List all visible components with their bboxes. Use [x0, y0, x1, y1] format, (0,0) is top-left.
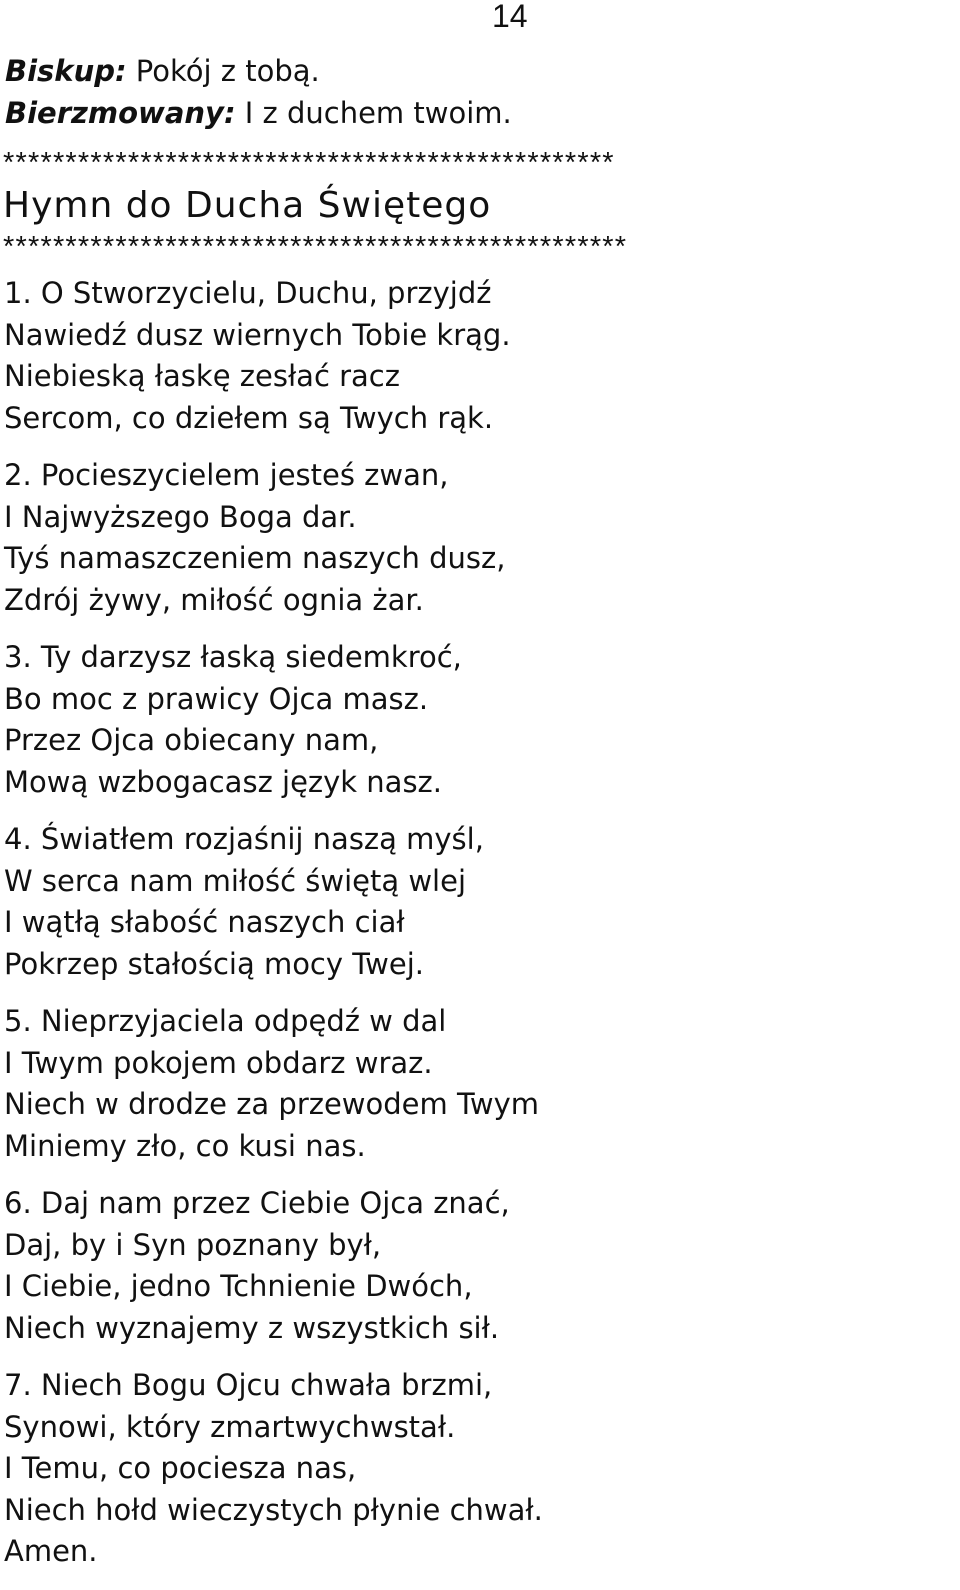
- stanza-line: I Ciebie, jedno Tchnienie Dwóch,: [4, 1269, 473, 1303]
- separator-top: *************************************************: [3, 147, 615, 179]
- stanza-line: 6. Daj nam przez Ciebie Ojca znać,: [4, 1186, 510, 1220]
- stanza-line: Przez Ojca obiecany nam,: [4, 723, 379, 757]
- stanza-line: W serca nam miłość świętą wlej: [4, 863, 467, 898]
- stanza-5: [4, 1001, 543, 1167]
- stanza-line: Tyś namaszczeniem naszych dusz,: [4, 541, 506, 575]
- stanza-line: 2. Pocieszycielem jesteś zwan,: [4, 458, 449, 492]
- stanza-7: [4, 1365, 543, 1531]
- stanza-line: 3. Ty darzysz łaską siedemkroć,: [4, 640, 462, 674]
- page-number: 14: [492, 0, 528, 34]
- stanza-line: 7. Niech Bogu Ojcu chwała brzmi,: [4, 1368, 493, 1402]
- stanza-line: 1. O Stworzycielu, Duchu, przyjdź: [4, 276, 492, 310]
- stanza-line: Mową wzbogacasz język nasz.: [4, 764, 443, 799]
- dialogue-line-confirmand: [5, 92, 512, 134]
- dialogue-text-confirmand: I z duchem twoim.: [235, 96, 512, 130]
- hymn-title: Hymn do Ducha Świętego: [3, 185, 492, 226]
- dialogue-text-bishop: Pokój z tobą.: [126, 54, 320, 88]
- stanza-line: 4. Światłem rozjaśnij naszą myśl,: [4, 822, 484, 856]
- stanza-3: [4, 637, 543, 803]
- speaker-bishop: Biskup:: [5, 54, 127, 88]
- stanza-line: Daj, by i Syn poznany był,: [4, 1227, 382, 1262]
- stanza-line: Niech w drodze za przewodem Twym: [4, 1087, 540, 1121]
- stanza-4: [4, 819, 543, 985]
- stanza-line: Bo moc z prawicy Ojca masz.: [4, 681, 429, 716]
- stanza-line: I Najwyższego Boga dar.: [4, 499, 357, 534]
- stanza-line: Nawiedź dusz wiernych Tobie krąg.: [4, 317, 511, 352]
- stanza-line: Synowi, który zmartwychwstał.: [4, 1409, 456, 1444]
- stanza-line: Miniemy zło, co kusi nas.: [4, 1128, 366, 1163]
- speaker-confirmand: Bierzmowany:: [5, 96, 236, 130]
- stanza-line: I Twym pokojem obdarz wraz.: [4, 1045, 433, 1080]
- stanza-1: [4, 273, 543, 439]
- stanza-line: Sercom, co dziełem są Twych rąk.: [4, 400, 494, 435]
- stanza-6: [4, 1183, 543, 1349]
- stanza-2: [4, 455, 543, 621]
- separator-bottom: **************************************************: [3, 231, 628, 263]
- stanza-line: Pokrzep stałością mocy Twej.: [4, 946, 425, 981]
- stanza-line: Zdrój żywy, miłość ognia żar.: [4, 582, 424, 617]
- dialogue: [5, 50, 512, 134]
- stanza-line: Niech wyznajemy z wszystkich sił.: [4, 1310, 500, 1345]
- stanza-line: 5. Nieprzyjaciela odpędź w dal: [4, 1004, 447, 1038]
- stanza-line: Niech hołd wieczystych płynie chwał.: [4, 1492, 543, 1527]
- dialogue-line-bishop: [5, 50, 512, 92]
- hymn-body: [4, 273, 543, 1573]
- stanza-line: I wątłą słabość naszych ciał: [4, 905, 405, 939]
- stanza-line: Niebieską łaskę zesłać racz: [4, 359, 400, 393]
- closing-amen: Amen.: [4, 1534, 98, 1568]
- stanza-line: I Temu, co pociesza nas,: [4, 1451, 357, 1485]
